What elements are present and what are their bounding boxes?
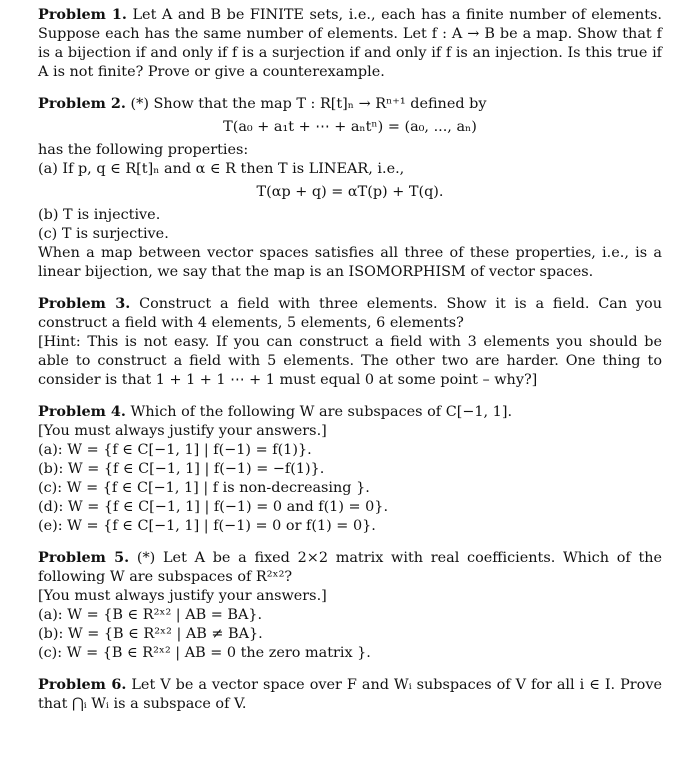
problem-title: Problem 1.	[38, 6, 127, 23]
list-item: (c): W = {f ∈ C[−1, 1] | f is non-decreasing }.	[38, 480, 370, 496]
properties-intro: has the following properties:	[38, 142, 249, 158]
problem-title: Problem 4.	[38, 403, 126, 420]
list-item: (b): W = {f ∈ C[−1, 1] | f(−1) = −f(1)}.	[38, 461, 325, 477]
problem-title: Problem 6.	[38, 676, 127, 693]
part-c: (c) T is surjective.	[38, 226, 169, 242]
part-b: (b) T is injective.	[38, 207, 161, 223]
problem-intro: (*) Show that the map T : R[t]ₙ → Rⁿ⁺¹ defined by	[130, 96, 487, 112]
problem-3	[38, 294, 662, 390]
list-item: (b): W = {B ∈ R²ˣ² | AB ≠ BA}.	[38, 626, 263, 642]
list-item: (a): W = {f ∈ C[−1, 1] | f(−1) = f(1)}.	[38, 442, 312, 458]
hint-text: [Hint: This is not easy. If you can construct a field with 3 elements you should be able to construct a field with 5 elements. The other two are harder. One thing to consider is that 1 + 1 + 1 ⋯ + 1 must equal 0 at some point – why?]	[38, 334, 662, 388]
problem-title: Problem 3.	[38, 295, 131, 312]
problem-text: Which of the following W are subspaces of C[−1, 1].	[130, 404, 513, 420]
problem-text: (*) Let A be a fixed 2×2 matrix with real coefficients. Which of the following W are subspaces of R²ˣ²?	[38, 550, 663, 585]
problem-6	[38, 675, 662, 714]
problem-title: Problem 5.	[38, 549, 130, 566]
display-equation: T(a₀ + a₁t + ⋯ + aₙtⁿ) = (a₀, ..., aₙ)	[223, 119, 477, 135]
problem-4	[38, 402, 662, 536]
list-item: (c): W = {B ∈ R²ˣ² | AB = 0 the zero matrix }.	[38, 645, 371, 661]
problem-text: Construct a field with three elements. Show it is a field. Can you construct a field with 4 elements, 5 elements, 6 elements?	[38, 296, 662, 331]
problem-2	[38, 94, 662, 282]
closing-text: When a map between vector spaces satisfies all three of these properties, i.e., is a linear bijection, we say that the map is an ISOMORPHISM of vector spaces.	[38, 245, 662, 280]
part-a: (a) If p, q ∈ R[t]ₙ and α ∈ R then T is LINEAR, i.e.,	[38, 161, 405, 177]
justify-note: [You must always justify your answers.]	[38, 423, 327, 439]
problem-5	[38, 548, 662, 663]
list-item: (e): W = {f ∈ C[−1, 1] | f(−1) = 0 or f(1) = 0}.	[38, 518, 376, 534]
problem-text: Let A and B be FINITE sets, i.e., each has a finite number of elements. Suppose each has the same number of elements. Let f : A → B be a map. Show that f is a bijection if and only if f is a surjection if and only if f is an injection. Is this true if A is not finite? Prove or give a counterexample.	[38, 7, 663, 80]
problem-1	[38, 5, 662, 82]
list-item: (d): W = {f ∈ C[−1, 1] | f(−1) = 0 and f(1) = 0}.	[38, 499, 389, 515]
justify-note: [You must always justify your answers.]	[38, 588, 327, 604]
problem-text: Let V be a vector space over F and Wᵢ subspaces of V for all i ∈ I. Prove that ⋂ᵢ Wᵢ is a subspace of V.	[38, 677, 662, 712]
list-item: (a): W = {B ∈ R²ˣ² | AB = BA}.	[38, 607, 263, 623]
problem-title: Problem 2.	[38, 95, 126, 112]
display-equation-a: T(αp + q) = αT(p) + T(q).	[256, 184, 444, 200]
